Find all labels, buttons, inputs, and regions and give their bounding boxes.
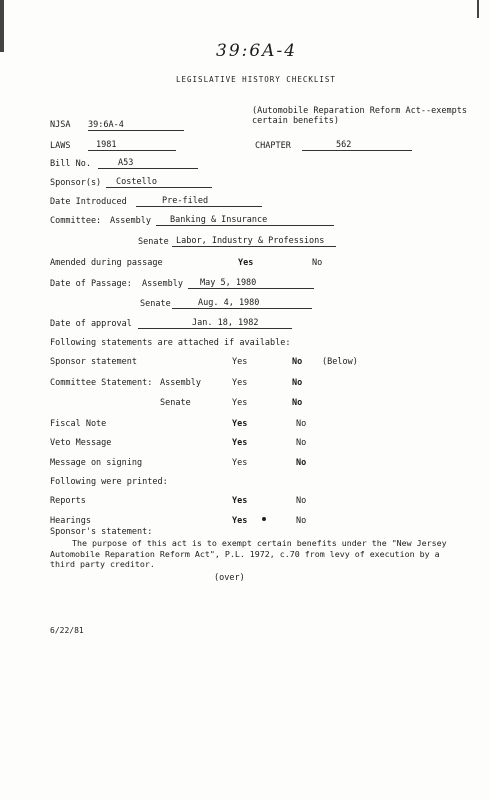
reports-no: No xyxy=(296,496,307,506)
over-note: (over) xyxy=(214,573,245,583)
fiscal-note-no: No xyxy=(296,419,307,429)
committee-assembly-value: Banking & Insurance xyxy=(156,215,334,226)
reports-yes-struck: Yes xyxy=(232,496,248,506)
message-signing-yes: Yes xyxy=(232,458,248,468)
chapter-value: 562 xyxy=(302,140,412,151)
message-signing-no-struck: No xyxy=(296,458,307,468)
passage-label: Date of Passage: xyxy=(50,279,132,289)
amended-yes-struck: Yes xyxy=(238,258,254,268)
committee-senate-label: Senate xyxy=(138,237,169,247)
date-introduced-value: Pre-filed xyxy=(136,196,262,207)
bill-label: Bill No. xyxy=(50,159,91,169)
laws-value: 1981 xyxy=(88,140,176,151)
passage-assembly-label: Assembly xyxy=(142,279,183,289)
handwritten-code: 39:6A-4 xyxy=(216,41,298,61)
veto-message-yes-struck: Yes xyxy=(232,438,248,448)
committee-statement-assembly-no-struck: No xyxy=(292,378,303,388)
footer-code: 6/22/81 xyxy=(50,626,84,635)
committee-statement-assembly: Assembly xyxy=(160,378,201,388)
passage-senate-value: Aug. 4, 1980 xyxy=(172,298,312,309)
njsa-value: 39:6A-4 xyxy=(88,120,184,131)
sponsor-statement-label: Sponsor statement xyxy=(50,357,137,367)
sponsor-statement-no-struck: No xyxy=(292,357,303,367)
bill-value: A53 xyxy=(98,158,198,169)
statement-heading: Sponsor's statement: xyxy=(50,527,153,537)
printed-header: Following were printed: xyxy=(50,477,168,487)
attached-header: Following statements are attached if available: xyxy=(50,338,291,348)
veto-message-label: Veto Message xyxy=(50,438,112,448)
passage-senate-label: Senate xyxy=(140,299,171,309)
stray-dot xyxy=(262,517,266,521)
fiscal-note-label: Fiscal Note xyxy=(50,419,107,429)
committee-statement-senate-no-struck: No xyxy=(292,398,303,408)
njsa-label: NJSA xyxy=(50,120,71,130)
hearings-yes-struck: Yes xyxy=(232,516,248,526)
scan-edge-top xyxy=(0,0,4,52)
chapter-label: CHAPTER xyxy=(255,141,291,151)
laws-label: LAWS xyxy=(50,141,71,151)
fiscal-note-yes-struck: Yes xyxy=(232,419,248,429)
sponsor-statement-yes: Yes xyxy=(232,357,248,367)
passage-assembly-value: May 5, 1980 xyxy=(188,278,314,289)
committee-assembly-label: Assembly xyxy=(110,216,151,226)
date-introduced-label: Date Introduced xyxy=(50,197,127,207)
committee-label: Committee: xyxy=(50,216,102,226)
page-title: LEGISLATIVE HISTORY CHECKLIST xyxy=(176,75,336,84)
hearings-label: Hearings xyxy=(50,516,91,526)
sponsor-statement-note: (Below) xyxy=(322,357,358,367)
committee-statement-senate-yes: Yes xyxy=(232,398,248,408)
reports-label: Reports xyxy=(50,496,86,506)
committee-statement-assembly-yes: Yes xyxy=(232,378,248,388)
veto-message-no: No xyxy=(296,438,307,448)
message-signing-label: Message on signing xyxy=(50,458,143,468)
approval-label: Date of approval xyxy=(50,319,132,329)
scan-edge-right xyxy=(477,0,479,18)
njsa-note: (Automobile Reparation Reform Act--exempts certain benefits) xyxy=(252,106,467,126)
amended-label: Amended during passage xyxy=(50,258,163,268)
sponsor-value: Costello xyxy=(106,177,212,188)
statement-text: The purpose of this act is to exempt certain benefits under the "New Jersey Automobile Reparation Reform Act", P.L. 1972, c.70 from levy of execution by a third party creditor. xyxy=(50,538,447,569)
committee-statement-label: Committee Statement: xyxy=(50,378,153,388)
hearings-no: No xyxy=(296,516,307,526)
amended-no: No xyxy=(312,258,323,268)
committee-senate-value: Labor, Industry & Professions xyxy=(172,236,336,247)
approval-value: Jan. 18, 1982 xyxy=(138,318,292,329)
committee-statement-senate: Senate xyxy=(160,398,191,408)
sponsor-label: Sponsor(s) xyxy=(50,178,102,188)
